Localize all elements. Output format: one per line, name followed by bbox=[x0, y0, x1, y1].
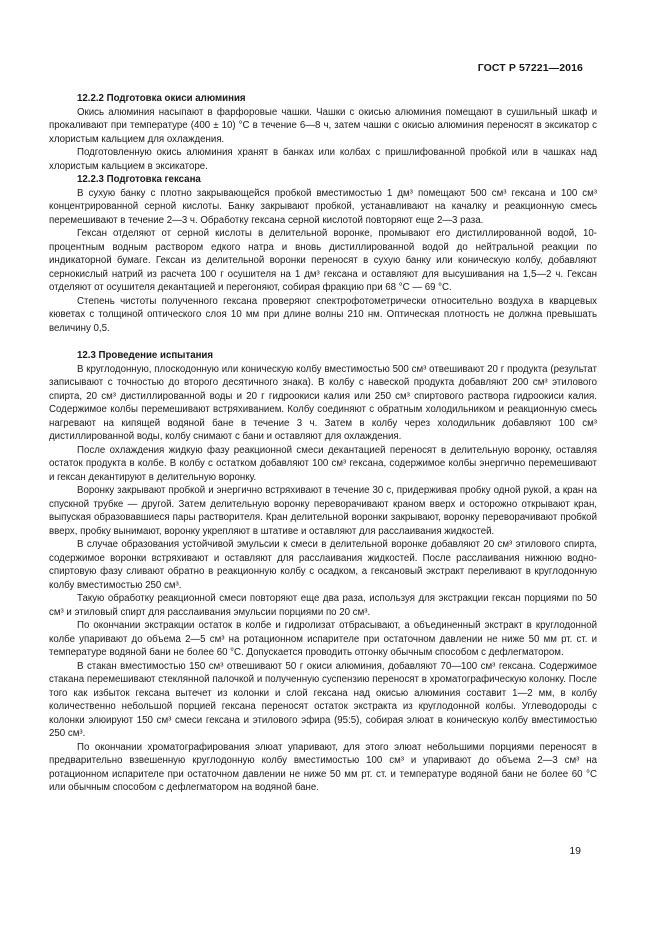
paragraph: Такую обработку реакционной смеси повторяют еще два раза, используя для экстракции гексан порциями по 50 см³ и этиловый спирт для расслаивания эмульсии порциями по 20 см³. bbox=[49, 593, 597, 618]
paragraph: В случае образования устойчивой эмульсии к смеси в делительной воронке добавляют 20 см³ этилового спирта, содержимое воронки встряхивают и оставляют для расслаивания жидкостей. После расслаивания нижнюю водно-спиртовую фазу сливают обратно в реакционную колбу с осадком, а гексановый экстракт переливают в круглодонную колбу вместимостью 250 см³. bbox=[49, 539, 597, 591]
document-body bbox=[49, 92, 597, 795]
paragraph: По окончании хроматографирования элюат упаривают, для этого элюат небольшими порциями переносят в предварительно взвешенную круглодонную колбу вместимостью 100 см³ и упаривают до объема 2—3 см³ на ротационном испарителе при остаточном давлении не ниже 50 мм рт. ст. и температуре водяной бани не более 60 °C или обычным способом с дефлегматором на водяной бане. bbox=[49, 741, 597, 793]
paragraph: Окись алюминия насыпают в фарфоровые чашки. Чашки с окисью алюминия помещают в сушильный шкаф и прокаливают при температуре (400 ± 10) °C в течение 6—8 ч, затем чашки с окисью алюминия переносят в эксикатор с хлористым кальцием для охлаждения. bbox=[49, 106, 597, 145]
paragraph: По окончании экстракции остаток в колбе и гидролизат отбрасывают, а объединенный экстракт в круглодонной колбе упаривают до объема 2—5 см³ на ротационном испарителе при остаточном давлении не ниже 50 мм рт. ст. и температуре водяной бани не более 60 °C. Допускается проводить отгонку обычным способом с дефлегматором. bbox=[49, 620, 597, 658]
section-heading: 12.2.2 Подготовка окиси алюминия bbox=[77, 93, 246, 104]
paragraph: В сухую банку с плотно закрывающейся пробкой вместимостью 1 дм³ помещают 500 см³ гексана и 100 см³ концентрированной серной кислоты. Банку закрывают пробкой, устанавливают на качалку и реакционную смесь перемешивают в течение 2—3 ч. Обработку гексана серной кислотой повторяют еще 2—3 раза. bbox=[49, 187, 597, 226]
page-number: 19 bbox=[569, 845, 581, 857]
paragraph: Степень чистоты полученного гексана проверяют спектрофотометрически относительно воздуха в кварцевых кюветах с толщиной оптического слоя 10 мм при длине волны 210 нм. Оптическая плотность не должна превышать величину 0,5. bbox=[49, 295, 597, 334]
standard-header: ГОСТ Р 57221—2016 bbox=[477, 62, 583, 74]
paragraph: В стакан вместимостью 150 см³ отвешивают 50 г окиси алюминия, добавляют 70—100 см³ гексана. Содержимое стакана перемешивают стеклянной палочкой и полученную суспензию переносят в хроматографическую колонку. После того как избыток гексана вытечет из колонки и слой гексана над окисью алюминия составит 1—2 мм, в колбу количественно небольшой порцией гексана переносят остаток экстракта из круглодонной колбы. Углеводороды с колонки элюируют 150 см³ смеси гексана и этилового эфира (95:5), собирая элюат в коническую колбу вместимостью 250 см³. bbox=[49, 660, 597, 739]
paragraph: В круглодонную, плоскодонную или коническую колбу вместимостью 500 см³ отвешивают 20 г продукта (результат записывают с точностью до второго десятичного знака). В колбу с навеской продукта добавляют 200 см³ этилового спирта, 20 см³ дистиллированной воды и 20 г гидроокиси калия или 250 см³ спиртового раствора гидроокиси калия. Содержимое колбы перемешивают встряхиванием. Колбу соединяют с обратным холодильником и реакционную смесь нагревают на кипящей водяной бане в течение 3 ч. Затем в колбу через холодильник добавляют 100 см³ дистиллированной воды, колбу снимают с бани и оставляют для охлаждения. bbox=[49, 363, 597, 442]
paragraph: Подготовленную окись алюминия хранят в банках или колбах с пришлифованной пробкой или в чашках над хлористым кальцием в эксикаторе. bbox=[49, 147, 597, 172]
section-heading: 12.2.3 Подготовка гексана bbox=[77, 174, 201, 185]
paragraph: Воронку закрывают пробкой и энергично встряхивают в течение 30 с, придерживая пробку одной рукой, а кран на спускной трубке — другой. Затем делительную воронку переворачивают краном вверх и осторожно открывают кран, выпуская образовавшиеся пары растворителя. Кран делительной воронки закрывают, воронку переворачивают пробкой вверх, пробку вынимают, воронку укрепляют в штативе и оставляют для расслаивания жидкостей. bbox=[49, 485, 597, 537]
paragraph: Гексан отделяют от серной кислоты в делительной воронке, промывают его дистиллированной водой, 10-процентным водным раствором едкого натра и вновь дистиллированной водой до нейтральной реакции по индикаторной бумаге. Гексан из делительной воронки переносят в сухую банку или коническую колбу, добавляют сернокислый натрий из расчета 100 г осушителя на 1 дм³ гексана и оставляют для высушивания на 1,5—2 ч. Гексан отделяют от осушителя декантацией и перегоняют, собирая фракцию при 68 °C — 69 °C. bbox=[49, 228, 597, 293]
section-heading: 12.3 Проведение испытания bbox=[77, 350, 214, 361]
paragraph: После охлаждения жидкую фазу реакционной смеси декантацией переносят в делительную воронку, оставляя остаток продукта в колбе. В колбу с остатком добавляют 100 см³ гексана, содержимое колбы энергично перемешивают и гексан декантируют в делительную воронку. bbox=[49, 444, 597, 483]
